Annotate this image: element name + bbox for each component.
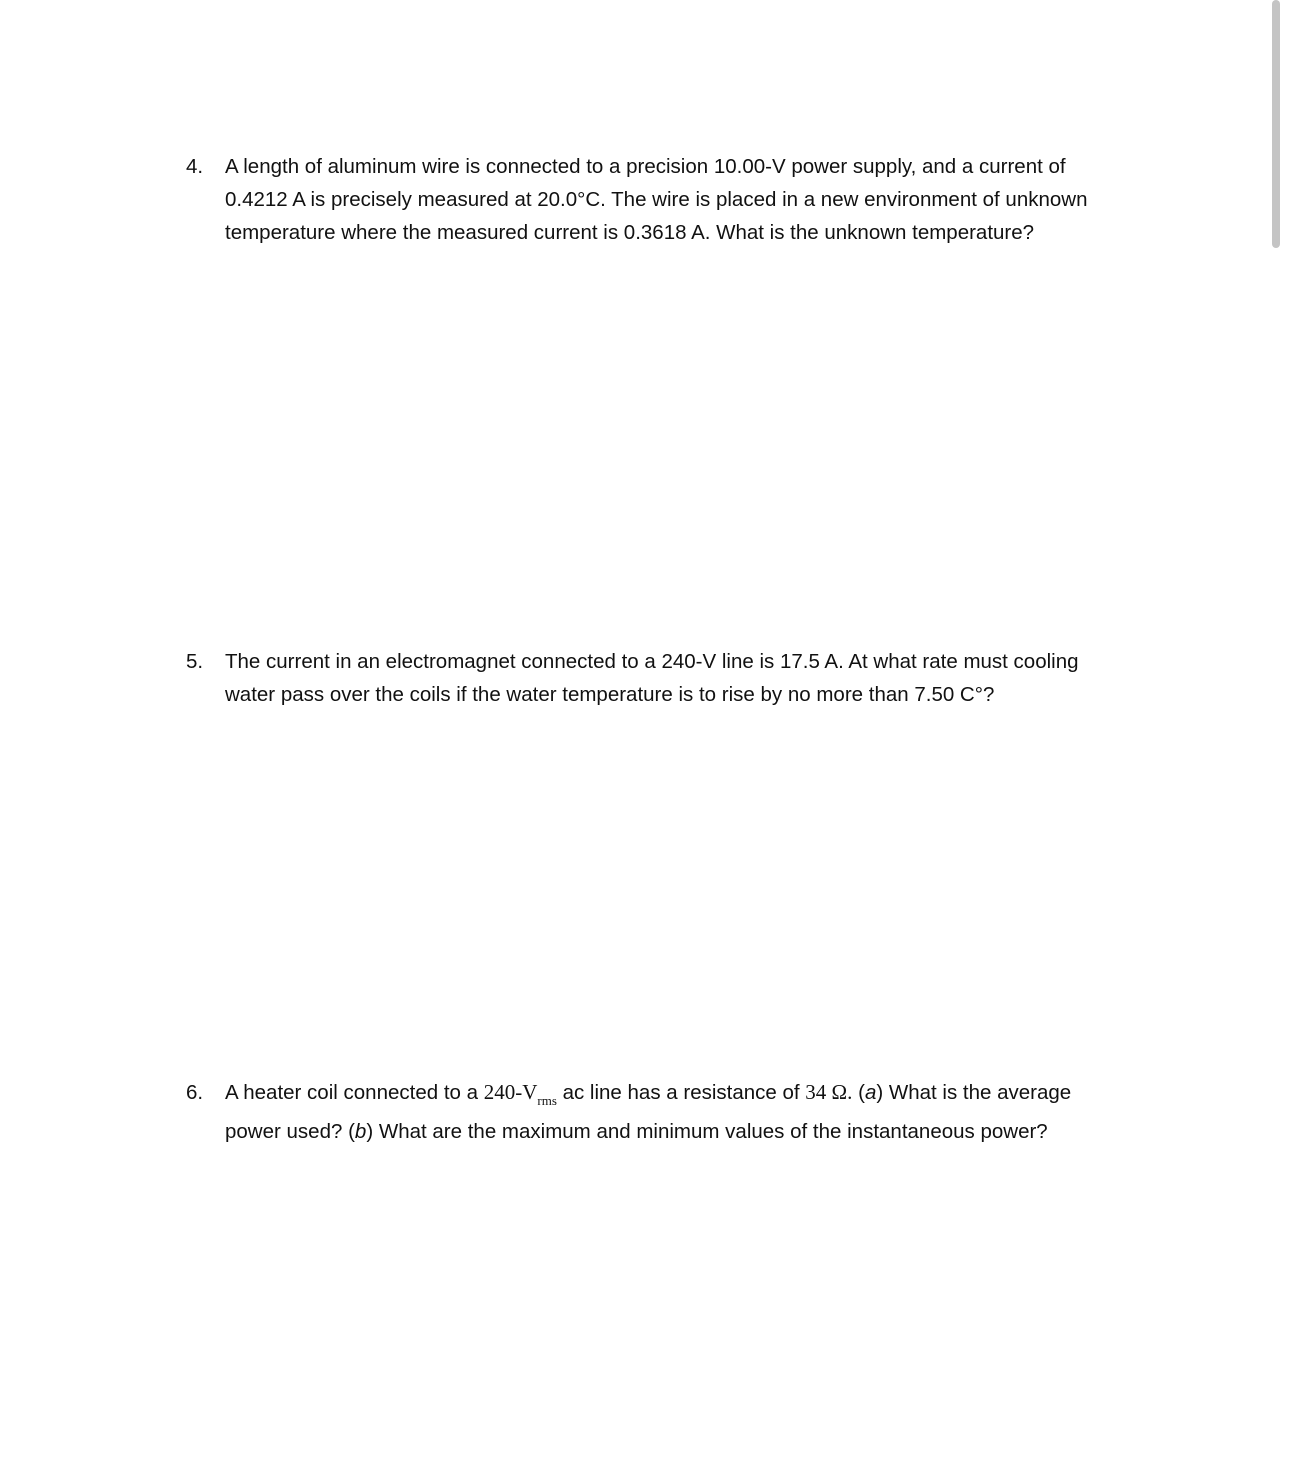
text-segment: ac line has a resistance of <box>556 1081 806 1104</box>
question-6 <box>186 1074 1126 1150</box>
question-number: 6. <box>186 1081 204 1104</box>
vertical-scrollbar[interactable] <box>1272 0 1280 248</box>
resistance-value: 34 Ω. <box>805 1080 853 1104</box>
part-b-label: b <box>354 1120 367 1143</box>
text-segment: ) What is the average power used? ( <box>225 1081 1072 1143</box>
question-text: A length of aluminum wire is connected to a precision 10.00-V power supply, and a current of 0.4212 A is precisely measured at 20.0°C. The wire is placed in a new environment of unknown temperature where the measured current is 0.3618 A. What is the unknown temperature? <box>225 155 1088 244</box>
question-text: The current in an electromagnet connected to a 240-V line is 17.5 A. At what rate must cooling water pass over the coils if the water temperature is to rise by no more than 7.50 C°? <box>225 650 1079 706</box>
text-segment: A heater coil connected to a <box>225 1081 484 1104</box>
question-text <box>225 1074 1126 1150</box>
text-segment: ) What are the maximum and minimum values of the instantaneous power? <box>366 1120 1048 1143</box>
question-number: 4. <box>186 155 204 178</box>
question-4 <box>186 150 1126 249</box>
voltage-value: 240-V <box>483 1080 538 1104</box>
part-a-label: a <box>864 1081 877 1104</box>
voltage-subscript: rms <box>537 1093 557 1108</box>
question-number: 5. <box>186 650 204 673</box>
question-5 <box>186 645 1126 711</box>
text-segment: ( <box>852 1081 865 1104</box>
